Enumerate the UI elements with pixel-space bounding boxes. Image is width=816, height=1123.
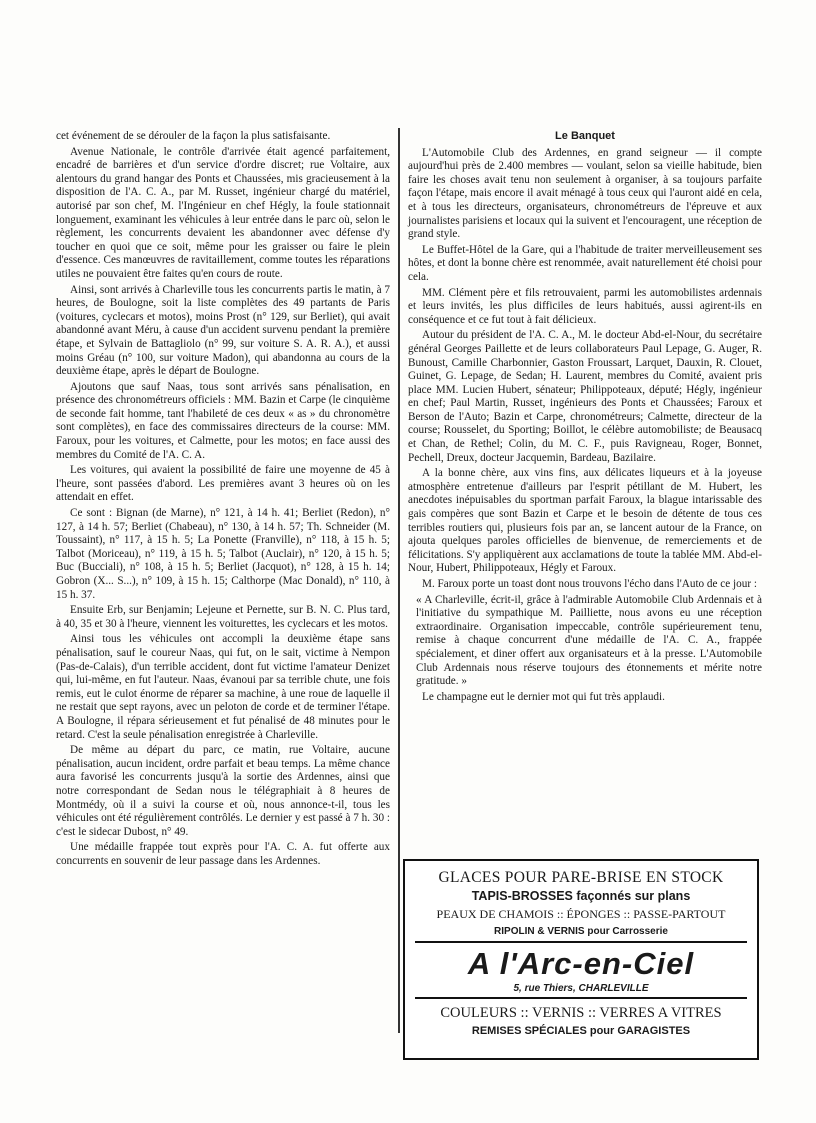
ad-address: 5, rue Thiers, CHARLEVILLE bbox=[513, 983, 649, 994]
toast-quote: « A Charleville, écrit-il, grâce à l'admirable Automobile Club Ardennais et à l'initiative du sympathique M. Pailliette, nous avons eu une réception extraordinaire. Organisation impeccable, contrôle supérieurement tenu, remise à chaque concurrent d'une médaille de l'A. C. A., frappée spécialement, et diner offert aux organisateurs et à la presse. L'Automobile Club Ardennais nous réserve toujours des étonnements et mérite notre gratitude. » bbox=[416, 593, 762, 688]
ad-glaces-line: GLACES POUR PARE-BRISE EN STOCK bbox=[438, 869, 724, 886]
ad-ripolin-line: RIPOLIN & VERNIS pour Carrosserie bbox=[494, 926, 668, 937]
ad-couleurs-line: COULEURS :: VERNIS :: VERRES A VITRES bbox=[440, 1005, 722, 1021]
right-paragraph-6: M. Faroux porte un toast dont nous trouvons l'écho dans l'Auto de ce jour : bbox=[422, 578, 757, 590]
closing-line: Le champagne eut le dernier mot qui fut très applaudi. bbox=[422, 690, 665, 703]
right-paragraph-1: L'Automobile Club des Ardennes, en grand seigneur — il compte aujourd'hui près de 2.400 membres — voulant, selon sa vieille habitude, bien faire les choses avait tenu non seulement à organiser, à sa toujours parfaite façon l'étape, mais encore il avait ménagé à tous ceux qui l'auront aidé en cela, et à tous les directeurs, organisateurs, chronométreurs de l'épreuve et aux journalistes parisiens et locaux qui la suivent et l'encouragent, une réception de grand style. bbox=[408, 146, 762, 241]
left-paragraph-6: Ce sont : Bignan (de Marne), n° 121, à 14 h. 41; Berliet (Redon), n° 127, à 14 h. 57; Berliet (Chabeau), n° 130, à 14 h. 57; Th. Schneider (M. Toussaint), n° 117, à 15 h. 5; La Ponette (Franville), n° 118, à 15 h. 5; Talbot (Moriceau), n° 119, à 15 h. 5; Talbot (Auclair), n° 120, à 15 h. 5; Buc (Bucciali), n° 108, à 15 h. 5; Berliet (Jacquot), n° 128, à 15 h. 14; Gobron (X... S...), n° 109, à 15 h. 15; Calthorpe (Mac Donald), n° 110, à 15 h. 37. bbox=[56, 507, 390, 601]
right-paragraph-2: Le Buffet-Hôtel de la Gare, qui a l'habitude de traiter merveilleusement ses hôtes, et dont la bonne chère est renommée, avait naturellement été choisi pour cela. bbox=[408, 243, 762, 283]
left-paragraph-8: Ainsi tous les véhicules ont accompli la deuxième étape sans pénalisation, sauf le coureur Naas, qui fut, on le sait, victime à Nempon (Pas-de-Calais), d'un terrible accident, dont fut victime l'amateur Denizet qui, lui-même, en fut l'auteur. Naas, évanoui par sa terrible chute, une fois remis, eut le culot énorme de réparer sa machine, à une roue de laquelle il ne restait que sept rayons, avec un peloton de corde et de terminer l'étape. A Boulogne, il répara sérieusement et fut pénalisé de 48 minutes pour le retard. C'est la seule pénalisation enregistrée à Charleville. bbox=[56, 633, 390, 741]
right-column bbox=[408, 130, 762, 706]
left-paragraph-10: Une médaille frappée tout exprès pour l'A. C. A. fut offerte aux concurrents en souvenir de leur passage dans les Ardennes. bbox=[56, 841, 390, 867]
left-paragraph-1: cet événement de se dérouler de la façon la plus satisfaisante. bbox=[56, 130, 331, 142]
left-paragraph-4: Ajoutons que sauf Naas, tous sont arrivés sans pénalisation, en présence des chronométreurs officiels : MM. Bazin et Carpe (le cinquième de seconde fait homme, tant l'habileté de ces deux « as » du chronomètre sont complètes), en face des commissaires directeurs de la course: MM. Faroux, pour les voitures, et Calmette, pour les motos; en face aussi des membres du Comité de l'A. C. A. bbox=[56, 380, 390, 461]
ad-peaux-line: PEAUX DE CHAMOIS :: ÉPONGES :: PASSE-PARTOUT bbox=[436, 907, 726, 921]
right-paragraph-5: A la bonne chère, aux vins fins, aux délicates liqueurs et à la joyeuse atmosphère entretenue d'ailleurs par l'esprit pétillant de M. Hubert, les anecdotes inépuisables du sportman parfait Faroux, la blague intarissable des gais compères que sont Bazin et Carpe et le besoin de détente de tous ces terribles routiers qui, plusieurs fois par an, se lancent autour de la France, on ajouta quelques paroles officielles de bienvenue, de remerciements et de félicitations. S'y appliquèrent aux acclamations de toute la tablée MM. Abd-el-Nour, Hubert, Philippoteaux, Hégly et Faroux. bbox=[408, 467, 762, 575]
left-paragraph-3: Ainsi, sont arrivés à Charleville tous les concurrents partis le matin, à 7 heures, de Boulogne, soit la liste complètes des 49 partants de Paris (voitures, cyclecars et motos), moins Prost (n° 129, sur Berliet), qui avait abandonné avant Méru, à cause d'un accident survenu pendant la première étape, et Sylvain de Battagliolo (n° 99, sur voiture S. A. R. A.), et aussi moins Gréau (n° 100, sur voiture Madon), qui abandonna au cours de la deuxième étape, après le départ de Boulogne. bbox=[56, 283, 390, 378]
section-title: Le Banquet bbox=[555, 130, 615, 142]
right-paragraph-4: Autour du président de l'A. C. A., M. le docteur Abd-el-Nour, du secrétaire général Georges Paillette et de leurs collaborateurs Paul Lepage, G. Auger, R. Bunoust, Camille Charbonnier, Gaston Froussart, Larquet, Dauxin, R. Clouet, Guinet, G. Lepage, de Sedan; H. Laurent, membres du Comité, avaient pris place MM. Lucien Hubert, sénateur; Philippoteaux, député; Hégly, ingénieur en chef; Paul Martin, Russet, ingénieurs des Ponts et Chaussées; Faroux et Berson de l'Auto; Bazin et Carpe, chronométreurs; Calmette, directeur de la course; Rousselet, du Sporting; Boillot, le célèbre automobiliste; de Beausacq et Chan, de Rethel; Colin, du M. C. F., puis Ravigneau, Roger, Bonnet, Pechell, Dreux, docteur Jacquemin, Bardeau, Bazilaire. bbox=[408, 329, 762, 464]
ad-remises-line: REMISES SPÉCIALES pour GARAGISTES bbox=[471, 1025, 691, 1037]
ad-brand-name: A l'Arc-en-Ciel bbox=[415, 941, 747, 982]
left-column bbox=[56, 130, 390, 870]
advertisement-box bbox=[403, 859, 759, 1060]
left-paragraph-7: Ensuite Erb, sur Benjamin; Lejeune et Pernette, sur B. N. C. Plus tard, à 40, 35 et 30 à l'heure, viennent les voiturettes, les cyclecars et les motos. bbox=[56, 604, 390, 630]
left-paragraph-2: Avenue Nationale, le contrôle d'arrivée était agencé parfaitement, encadré de barrières et d'un service d'ordre discret; rue Voltaire, aux alentours du grand hangar des Ponts et Chaussées, mis gracieusement à la disposition de l'A. C. A., par M. Russet, ingénieur chargé du matériel, autorisé par son chef, M. l'Ingénieur en chef Hégly, la foule stationnait longuement, examinant les véhicules à leur entrée dans le parc où, selon le règlement, les concurrents devaient les abandonner avec défense d'y toucher en quoi que ce soit, même pour les graisser ou faire le plein d'essence. Ces manœuvres de ravitaillement, comme toutes les réparations utiles ne pouvaient être faites qu'en cours de route. bbox=[56, 145, 390, 280]
ad-separator bbox=[415, 997, 747, 999]
column-divider bbox=[398, 128, 400, 1033]
ad-tapis-line: TAPIS-BROSSES façonnés sur plans bbox=[471, 889, 691, 903]
right-paragraph-3: MM. Clément père et fils retrouvaient, parmi les automobilistes ardennais et leurs invités, les plus difficiles de leurs habitués, aussi agirent-ils en conséquence et ce fut tout à fait délicieux. bbox=[408, 286, 762, 326]
left-paragraph-9: De même au départ du parc, ce matin, rue Voltaire, aucune pénalisation, aucun incident, ordre parfait et beau temps. La même chance aura favorisé les concurrents jusqu'à la sortie des Ardennes, ainsi que notre correspondant de Sedan nous le télégraphiait à 8 heures de Montmédy, où il a suivi la course et où, nous annonce-t-il, tous les véhicules ont été régulièrement contrôlés. Le dernier y est passé à 7 h. 30 : c'est le sidecar Dubost, n° 49. bbox=[56, 744, 390, 838]
left-paragraph-5: Les voitures, qui avaient la possibilité de faire une moyenne de 45 à l'heure, sont passées d'abord. Les premières avant 3 heures où on les attendait en effet. bbox=[56, 464, 390, 504]
